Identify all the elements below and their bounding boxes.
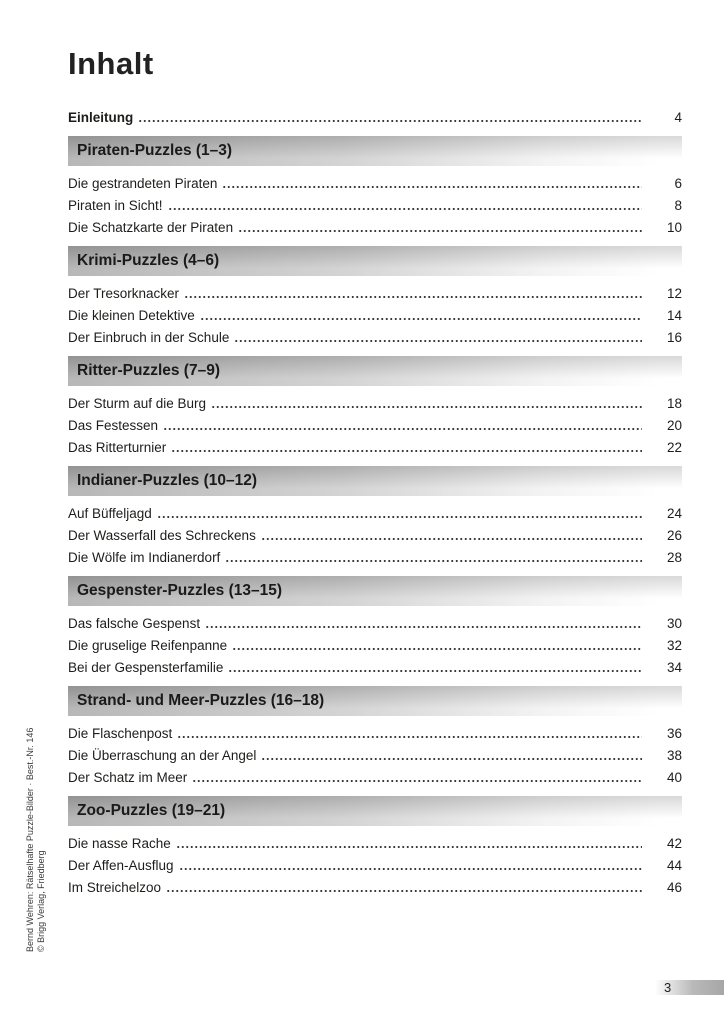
toc-entry-page: 28 xyxy=(666,550,682,565)
section-header-bar xyxy=(68,466,682,496)
toc-entry-title: Die Überraschung an der Angel xyxy=(68,748,257,763)
toc-entry-title: Auf Büffeljagd xyxy=(68,506,152,521)
toc-entry-title: Der Sturm auf die Burg xyxy=(68,396,207,411)
dot-leader xyxy=(205,621,642,629)
dot-leader xyxy=(200,313,642,321)
dot-leader xyxy=(234,335,642,343)
section-header-bar xyxy=(68,356,682,386)
toc-entry-page: 8 xyxy=(674,198,682,213)
toc-entry-title: Piraten in Sicht! xyxy=(68,198,163,213)
toc-entry xyxy=(68,524,682,546)
toc-entry-page: 14 xyxy=(666,308,682,323)
toc-entry xyxy=(68,766,682,788)
section-header-label: Piraten-Puzzles (1–3) xyxy=(77,142,233,159)
section-header-bar xyxy=(68,246,682,276)
toc-section-ritter xyxy=(68,356,682,458)
toc-section-strand-meer xyxy=(68,686,682,788)
toc-entry xyxy=(68,414,682,436)
toc-entry-title: Das Ritterturnier xyxy=(68,440,167,455)
toc-entry xyxy=(68,854,682,876)
toc-entry-page: 20 xyxy=(666,418,682,433)
toc-entry-title: Der Tresorknacker xyxy=(68,286,180,301)
toc-entry xyxy=(68,194,682,216)
toc-entry xyxy=(68,392,682,414)
toc-entry-page: 40 xyxy=(666,770,682,785)
toc-entry-title: Der Wasserfall des Schreckens xyxy=(68,528,256,543)
toc-entry-page: 16 xyxy=(666,330,682,345)
toc-section-zoo xyxy=(68,796,682,898)
toc-entry-page: 18 xyxy=(666,396,682,411)
toc-entry-page: 32 xyxy=(666,638,682,653)
toc-entry xyxy=(68,436,682,458)
dot-leader xyxy=(211,401,642,409)
section-header-label: Gespenster-Puzzles (13–15) xyxy=(77,582,283,599)
toc-entry xyxy=(68,546,682,568)
section-header-bar xyxy=(68,796,682,826)
toc-entry xyxy=(68,502,682,524)
toc-entry-title: Die gruselige Reifenpanne xyxy=(68,638,228,653)
dot-leader xyxy=(222,181,642,189)
dot-leader xyxy=(232,643,642,651)
toc-section-krimi xyxy=(68,246,682,348)
dot-leader xyxy=(228,665,642,673)
page-title: Inhalt xyxy=(68,46,154,81)
dot-leader xyxy=(157,511,642,519)
toc-entry xyxy=(68,216,682,238)
toc-entry-title: Die nasse Rache xyxy=(68,836,171,851)
dot-leader xyxy=(163,423,642,431)
dot-leader xyxy=(238,225,642,233)
section-header-bar xyxy=(68,686,682,716)
section-header-label: Indianer-Puzzles (10–12) xyxy=(77,472,258,489)
toc-entry-title: Das Festessen xyxy=(68,418,159,433)
toc-entry-title: Die gestrandeten Piraten xyxy=(68,176,218,191)
toc-entry-title: Der Einbruch in der Schule xyxy=(68,330,230,345)
toc-section-gespenster xyxy=(68,576,682,678)
toc-entry-title: Der Schatz im Meer xyxy=(68,770,188,785)
toc-entry-page: 26 xyxy=(666,528,682,543)
section-header-label: Krimi-Puzzles (4–6) xyxy=(77,252,220,269)
dot-leader xyxy=(168,203,642,211)
footer-page-bar xyxy=(655,980,724,995)
toc-entry-page: 38 xyxy=(666,748,682,763)
toc-entry xyxy=(68,172,682,194)
dot-leader xyxy=(225,555,642,563)
toc-entry xyxy=(68,304,682,326)
toc-entry-page: 44 xyxy=(666,858,682,873)
toc-entry-page: 24 xyxy=(666,506,682,521)
toc-entry-page: 42 xyxy=(666,836,682,851)
toc-entry xyxy=(68,634,682,656)
section-header-bar xyxy=(68,576,682,606)
toc-entry xyxy=(68,744,682,766)
toc-entry xyxy=(68,282,682,304)
toc-entry-page: 36 xyxy=(666,726,682,741)
section-header-label: Zoo-Puzzles (19–21) xyxy=(77,802,226,819)
toc-entry-page: 34 xyxy=(666,660,682,675)
toc-entry-title: Die Wölfe im Indianerdorf xyxy=(68,550,221,565)
dot-leader xyxy=(166,885,642,893)
toc-entry xyxy=(68,612,682,634)
footer-page-number: 3 xyxy=(664,980,672,995)
toc-entry xyxy=(68,722,682,744)
toc-entry-title: Die kleinen Detektive xyxy=(68,308,195,323)
toc-entry-title: Im Streichelzoo xyxy=(68,880,162,895)
section-header-label: Ritter-Puzzles (7–9) xyxy=(77,362,220,379)
section-header-bar xyxy=(68,136,682,166)
dot-leader xyxy=(261,753,642,761)
section-header-label: Strand- und Meer-Puzzles (16–18) xyxy=(77,692,325,709)
toc-entry-title: Das falsche Gespenst xyxy=(68,616,201,631)
dot-leader xyxy=(171,445,642,453)
toc-entry-page: 46 xyxy=(666,880,682,895)
toc-content xyxy=(68,44,682,898)
dot-leader xyxy=(176,841,642,849)
toc-entry-page: 10 xyxy=(666,220,682,235)
toc-section-indianer xyxy=(68,466,682,568)
credit-line-1: Bernd Wehren: Rätselhafte Puzzle-Bilder · Best.-Nr. 146 xyxy=(25,727,35,952)
toc-entry-title: Die Schatzkarte der Piraten xyxy=(68,220,234,235)
toc-entry xyxy=(68,832,682,854)
toc-entry xyxy=(68,876,682,898)
dot-leader xyxy=(192,775,642,783)
toc-entry-page: 22 xyxy=(666,440,682,455)
toc-entry-page: 6 xyxy=(674,176,682,191)
toc-entry-title: Die Flaschenpost xyxy=(68,726,173,741)
credit-line-2: © Brigg Verlag, Friedberg xyxy=(36,850,46,952)
dot-leader xyxy=(138,115,642,123)
toc-entry-page: 30 xyxy=(666,616,682,631)
dot-leader xyxy=(184,291,642,299)
toc-entry-page: 12 xyxy=(666,286,682,301)
toc-entry xyxy=(68,326,682,348)
toc-section-piraten xyxy=(68,136,682,238)
toc-entry-title: Der Affen-Ausflug xyxy=(68,858,174,873)
dot-leader xyxy=(261,533,642,541)
toc-entry-title: Einleitung xyxy=(68,110,134,125)
toc-entry-title: Bei der Gespensterfamilie xyxy=(68,660,224,675)
dot-leader xyxy=(179,863,642,871)
toc-entry-einleitung xyxy=(68,106,682,128)
toc-entry-page: 4 xyxy=(674,110,682,125)
toc-entry xyxy=(68,656,682,678)
dot-leader xyxy=(177,731,642,739)
spine-credit xyxy=(25,707,47,952)
